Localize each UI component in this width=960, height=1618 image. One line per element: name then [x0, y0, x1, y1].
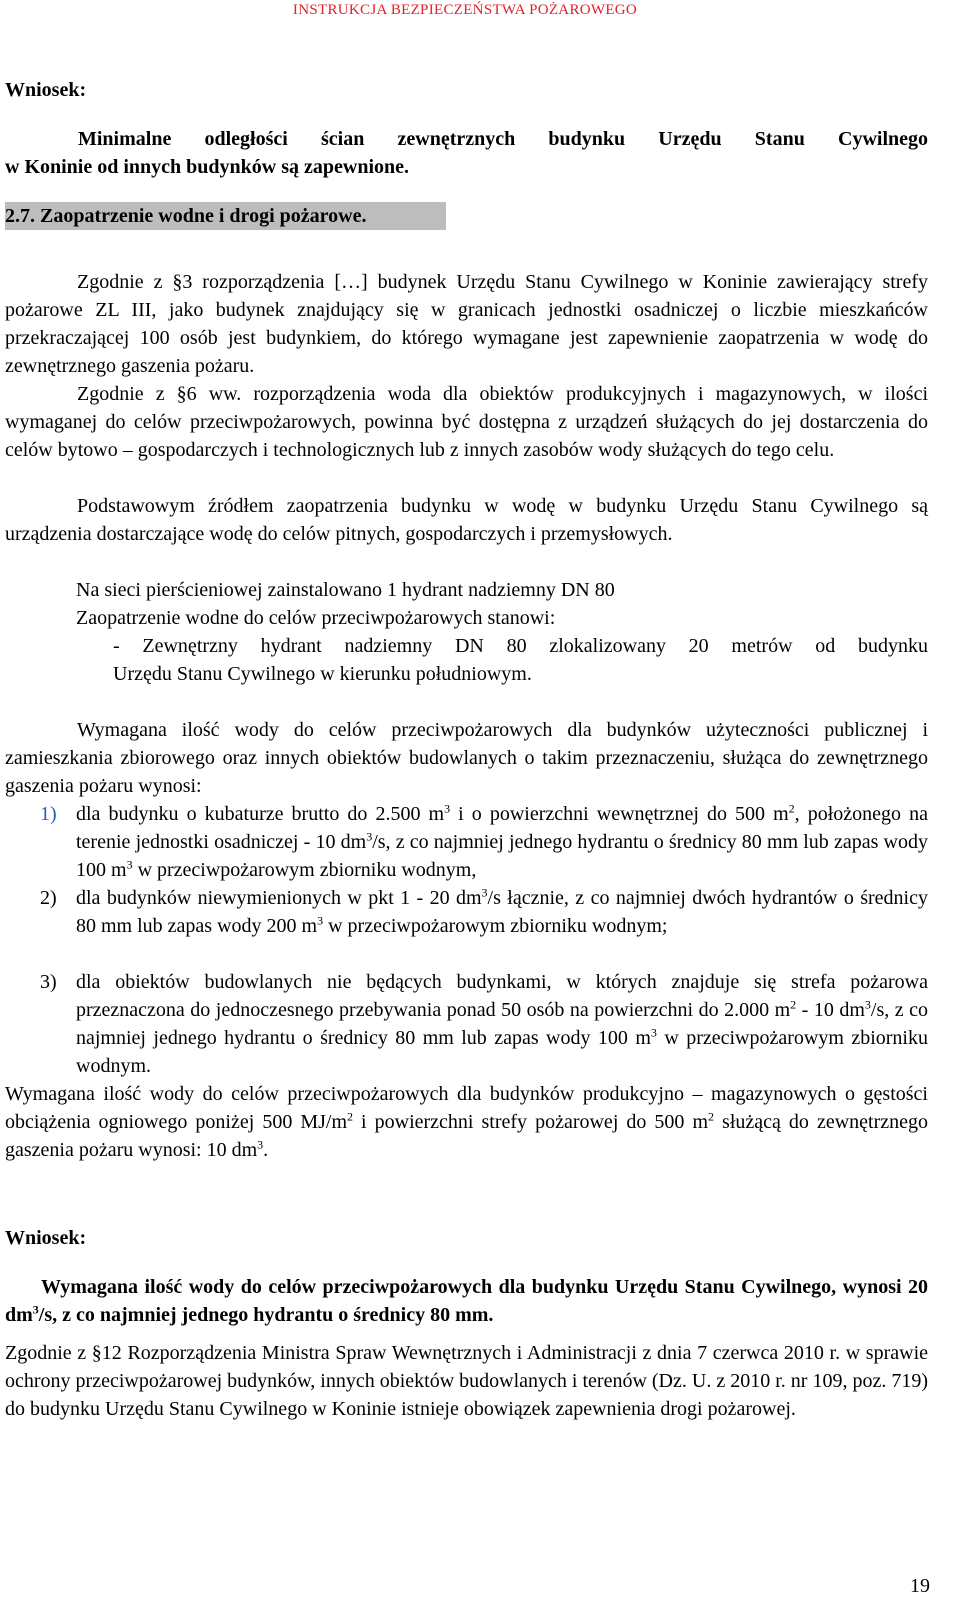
conclusion-text-2: Wymagana ilość wody do celów przeciwpożarowych dla budynku Urzędu Stanu Cywilnego, wynosi 20 $dm^3/s$, z co najmniej jednego hydrantu o średnicy 80 mm. — [5, 1276, 928, 1326]
section-heading: 2.7. Zaopatrzenie wodne i drogi pożarowe. — [5, 202, 446, 230]
paragraph-requirements: Wymagana ilość wody do celów przeciwpożarowych dla budynków użyteczności publicznej i zamieszkania zbiorowego oraz innych obiektów budowlanych o takim przeznaczeniu, służąca do zewnętrznego gaszenia pożaru wynosi: — [5, 719, 928, 797]
document-header: INSTRUKCJA BEZPIECZEŃSTWA POŻAROWEGO — [292, 2, 638, 18]
conclusion-title-1: Wniosek: — [5, 79, 87, 101]
list-number: 3) — [40, 971, 57, 993]
page-number: 19 — [910, 1575, 930, 1597]
list-number: 2) — [40, 887, 57, 909]
conclusion-text-1-line-2: w Koninie od innych budynków są zapewnione. — [5, 156, 410, 178]
list-item-3: 3) dla obiektów budowlanych nie będących budynkami, w których znajduje się strefa pożarowa przeznaczona do jednoczesnego przebywania ponad 50 osób na powierzchni do 2.000 $m^2 - 10$ $dm^3/s$, z co najmniej jednego hydrantu o średnicy 80 mm lub zapas wody 100 $m^3$ w przeciwpożarowym zbiorniku wodnym. — [76, 968, 928, 1080]
paragraph-water-supply: Zaopatrzenie wodne do celów przeciwpożarowych stanowi: — [76, 607, 556, 629]
paragraph-2: Zgodnie z §6 ww. rozporządzenia woda dla obiektów produkcyjnych i magazynowych, w ilości wymaganej do celów przeciwpożarowych, powinna być dostępna z urządzeń służących do jej dostarczenia do celów bytowo – gospodarczych i technologicznych lub z innych zasobów wody służących do tego celu. — [5, 383, 928, 461]
list-number: 1) — [40, 803, 57, 825]
paragraph-3: Podstawowym źródłem zaopatrzenia budynku w wodę w budynku Urzędu Stanu Cywilnego są urządzenia dostarczające wodę do celów pitnych, gospodarczych i przemysłowych. — [5, 495, 928, 545]
paragraph-fire-road: Zgodnie z §12 Rozporządzenia Ministra Spraw Wewnętrznych i Administracji z dnia 7 czerwca 2010 r. w sprawie ochrony przeciwpożarowej budynków, innych obiektów budowlanych i terenów (Dz. U. z 2010 r. nr 109, poz. 719) do budynku Urzędu Stanu Cywilnego w Koninie istnieje obowiązek zapewnienia drogi pożarowej. — [5, 1342, 928, 1420]
hydrant-item-line-1: - Zewnętrzny hydrant nadziemny DN 80 zlokalizowany 20 metrów od budynku — [113, 635, 928, 657]
list-item-2: 2) dla budynków niewymienionych w pkt 1 - 20 $dm^3/s$ łącznie, z co najmniej dwóch hydrantów o średnicy 80 mm lub zapas wody 200 $m^3$ w przeciwpożarowym zbiorniku wodnym; — [40, 885, 928, 937]
list-item-1: 1) dla budynku o kubaturze brutto do 2.500 $m^3$ i o powierzchni wewnętrznej do 500 $m^2$, położonego na terenie jednostki osadniczej - 10 $dm^3/s$, z co najmniej jednego hydrantu o średnicy 80 mm lub zapas wody 100 $m^3$ w przeciwpożarowym zbiorniku wodnym, — [40, 801, 928, 881]
conclusion-title-2: Wniosek: — [5, 1227, 87, 1249]
hydrant-item-line-2: Urzędu Stanu Cywilnego w kierunku południowym. — [113, 663, 532, 685]
paragraph-1: Zgodnie z §3 rozporządzenia […] budynek Urzędu Stanu Cywilnego w Koninie zawierający strefy pożarowe ZL III, jako budynek znajdujący się w granicach jednostki osadniczej o liczbie mieszkańców przekraczającej 100 osób jest budynkiem, do którego wymagane jest zapewnienie zaopatrzenia w wodę do zewnętrznego gaszenia pożaru. — [5, 271, 928, 377]
paragraph-hydrant-network: Na sieci pierścieniowej zainstalowano 1 hydrant nadziemny DN 80 — [76, 579, 615, 601]
paragraph-production-buildings: Wymagana ilość wody do celów przeciwpożarowych dla budynków produkcyjno – magazynowych o gęstości obciążenia ogniowego poniżej 500 $MJ/m^2$ i powierzchni strefy pożarowej do 500 $m^2$ służącą do zewnętrznego gaszenia pożaru wynosi: 10 $dm^3$. — [5, 1083, 928, 1161]
conclusion-text-1-line-1: Minimalne odległości ścian zewnętrznych budynku Urzędu Stanu Cywilnego — [78, 128, 928, 150]
